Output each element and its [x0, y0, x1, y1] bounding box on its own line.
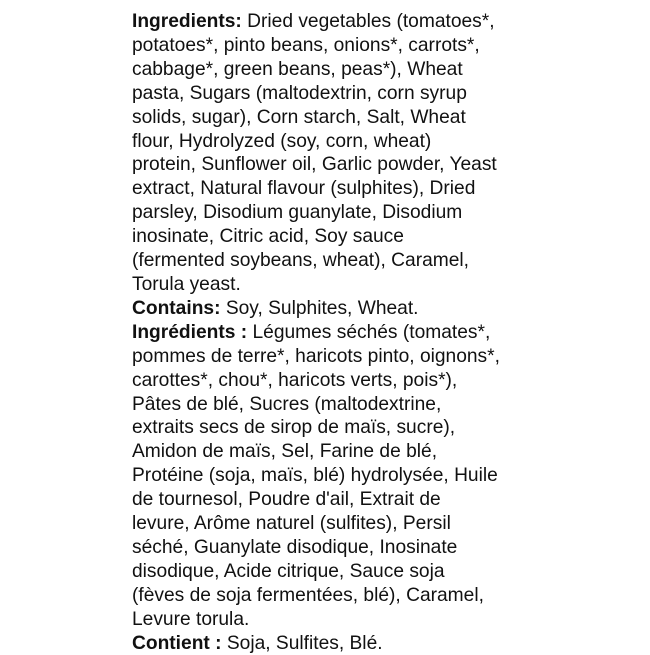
english-ingredients-text: (fermented soybeans, wheat), Caramel, — [132, 250, 469, 272]
french-ingredients-text: de tournesol, Poudre d'ail, Extrait de — [132, 489, 441, 511]
english-ingredients-text: solids, sugar), Corn starch, Salt, Wheat — [132, 106, 466, 128]
english-ingredients-block — [132, 10, 542, 297]
french-ingredients-text: pommes de terre*, haricots pinto, oignons*, — [132, 345, 500, 367]
french-contains-heading: Contient : — [132, 632, 222, 654]
english-contains-block — [132, 297, 542, 321]
french-ingredients-text: disodique, Acide citrique, Sauce soja — [132, 560, 445, 582]
french-contains-line — [132, 632, 542, 655]
french-ingredients-text: Protéine (soja, maïs, blé) hydrolysée, Huile — [132, 465, 498, 487]
french-ingredients-text: Pâtes de blé, Sucres (maltodextrine, — [132, 393, 442, 415]
french-ingredients-first-line — [132, 321, 542, 345]
french-ingredients-text: séché, Guanylate disodique, Inosinate — [132, 536, 458, 558]
french-contains-text: Soja, Sulfites, Blé. — [221, 632, 383, 654]
english-ingredients-text: Torula yeast. — [132, 273, 241, 295]
french-ingredients-text: (fèves de soja fermentées, blé), Caramel, — [132, 584, 484, 606]
french-ingredients-text: extraits secs de sirop de maïs, sucre), — [132, 417, 456, 439]
french-ingredients-text: Amidon de maïs, Sel, Farine de blé, — [132, 441, 438, 463]
french-ingredients-text: Levure torula. — [132, 608, 250, 630]
english-contains-line — [132, 297, 542, 321]
english-ingredients-text: cabbage*, green beans, peas*), Wheat — [132, 58, 463, 80]
english-ingredients-first-line — [132, 10, 542, 34]
english-contains-text: Soy, Sulphites, Wheat. — [220, 297, 419, 319]
english-ingredients-text: pasta, Sugars (maltodextrin, corn syrup — [132, 82, 467, 104]
english-ingredients-text: parsley, Disodium guanylate, Disodium — [132, 202, 463, 224]
french-ingredients-heading: Ingrédients : — [132, 321, 248, 343]
french-ingredients-text: Légumes séchés (tomates*, — [247, 321, 491, 343]
english-ingredients-text: inosinate, Citric acid, Soy sauce — [132, 226, 404, 248]
english-ingredients-text: Dried vegetables (tomatoes*, — [241, 11, 495, 32]
english-ingredients-text: potatoes*, pinto beans, onions*, carrots*, — [132, 34, 480, 56]
french-contains-block — [132, 632, 542, 655]
english-ingredients-text: flour, Hydrolyzed (soy, corn, wheat) — [132, 130, 432, 152]
english-contains-heading: Contains: — [132, 297, 221, 319]
ingredients-label — [132, 10, 542, 655]
english-ingredients-text: protein, Sunflower oil, Garlic powder, Yeast — [132, 154, 497, 176]
french-ingredients-text: levure, Arôme naturel (sulfites), Persil — [132, 513, 451, 535]
english-ingredients-text: extract, Natural flavour (sulphites), Dried — [132, 178, 476, 200]
english-ingredients-heading: Ingredients: — [132, 11, 242, 32]
french-ingredients-text: carottes*, chou*, haricots verts, pois*), — [132, 369, 458, 391]
french-ingredients-block — [132, 321, 542, 632]
